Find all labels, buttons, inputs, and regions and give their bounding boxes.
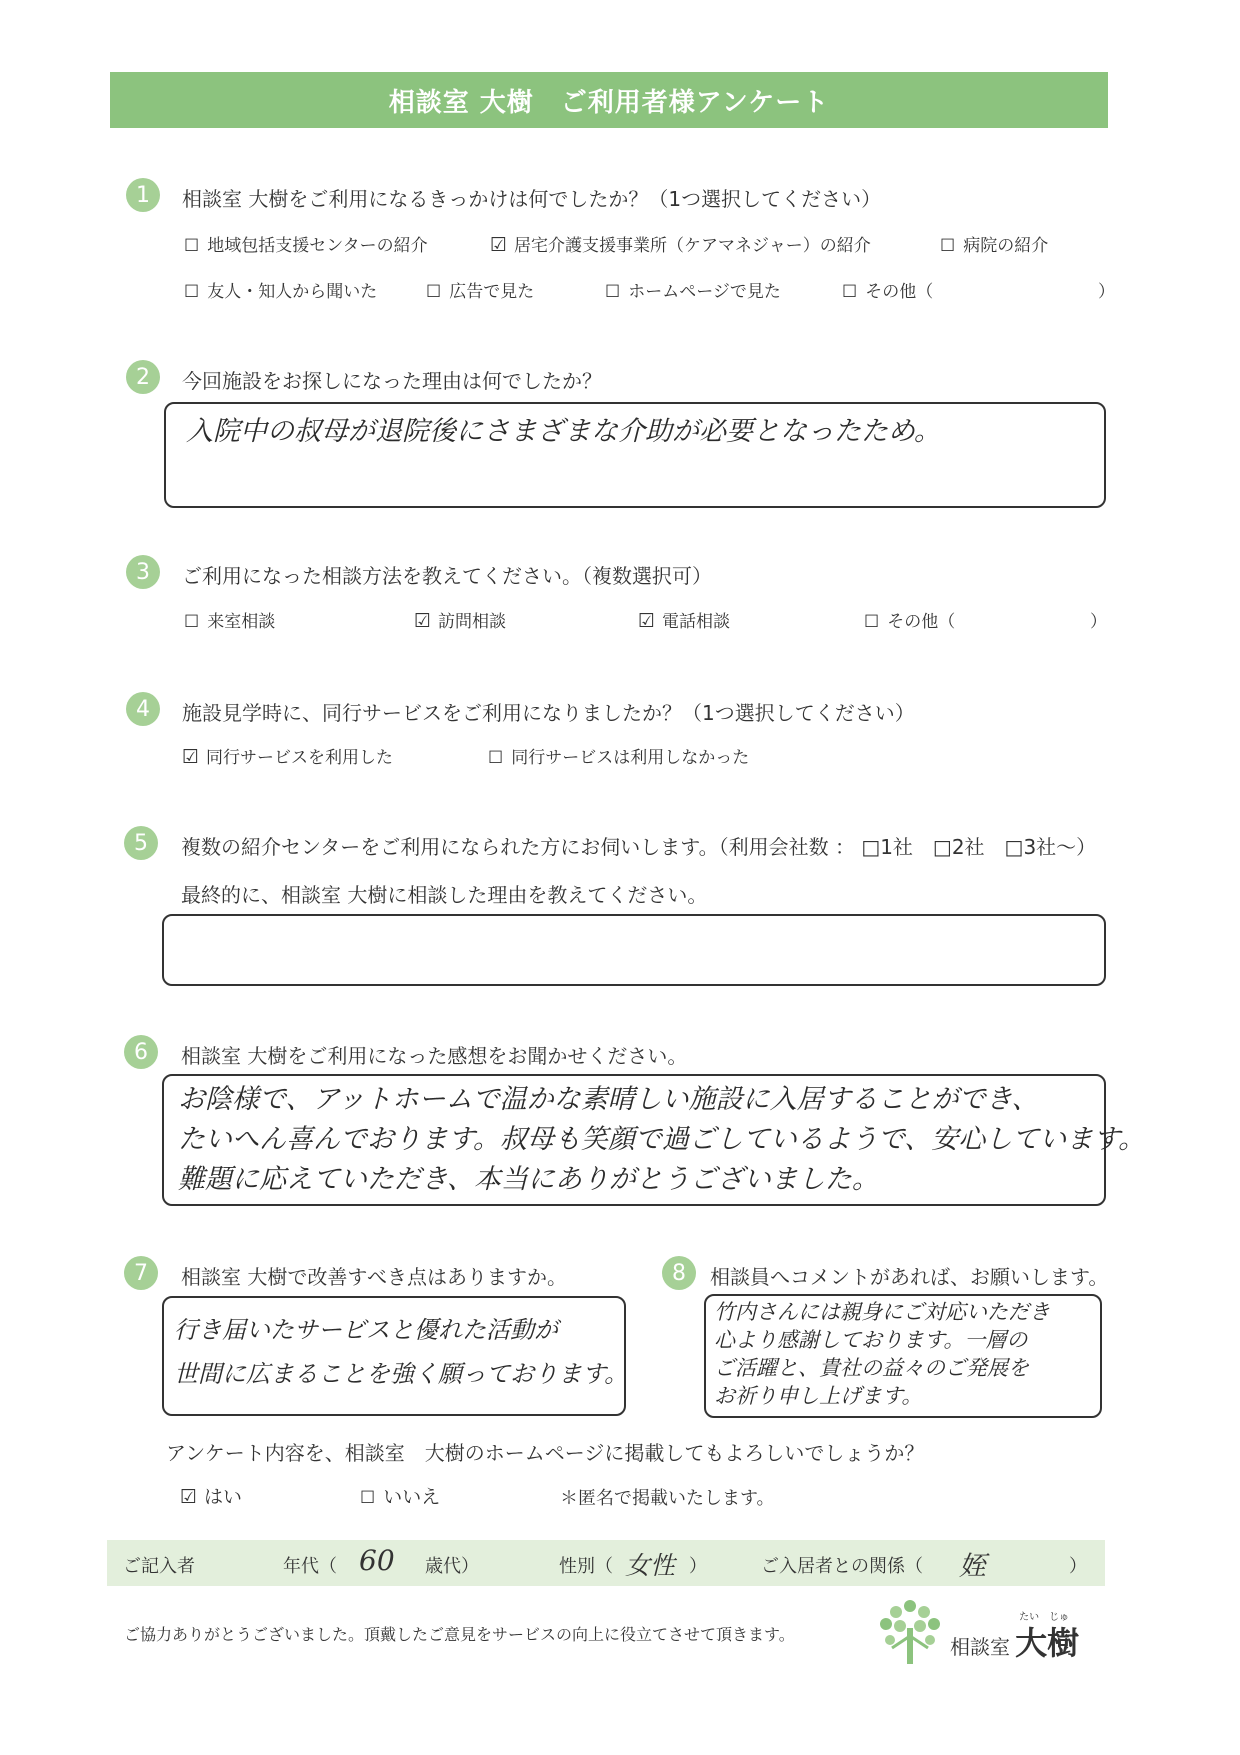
- tree-logo-icon: [876, 1596, 944, 1666]
- publish-question: アンケート内容を、相談室 大樹のホームページに掲載してもよろしいでしょうか？: [166, 1441, 925, 1465]
- option-label: その他（: [887, 612, 956, 632]
- checkbox-icon[interactable]: ☐: [184, 612, 200, 632]
- logo-ruby: たい じゅ: [1019, 1612, 1070, 1623]
- q8-answer-line-2: 心より感謝しております。一層の: [714, 1328, 1028, 1352]
- question-number-4: 4: [126, 692, 160, 726]
- checkbox-icon[interactable]: ☐: [360, 1488, 376, 1508]
- q6-answer-line-3: 難題に応えていただき、本当にありがとうございました。: [178, 1164, 879, 1195]
- question-3-text: ご利用になった相談方法を教えてください。（複数選択可）: [182, 564, 712, 588]
- question-number-7: 7: [124, 1256, 158, 1290]
- option-label: 居宅介護支援事業所（ケアマネジャー）の紹介: [514, 236, 871, 256]
- q4-option-not-used[interactable]: [488, 743, 749, 768]
- option-label: 地域包括支援センターの紹介: [207, 236, 428, 256]
- age-label: 年代（: [283, 1556, 337, 1577]
- question-4-text: 施設見学時に、同行サービスをご利用になりましたか？（1つ選択してください）: [182, 701, 915, 725]
- q3-option-phone[interactable]: [638, 607, 730, 632]
- option-label: 広告で見た: [449, 282, 535, 302]
- q1-option-homepage[interactable]: [605, 277, 781, 302]
- question-number-1: 1: [126, 178, 160, 212]
- age-value[interactable]: 60: [359, 1544, 395, 1577]
- q8-answer-box[interactable]: [704, 1294, 1102, 1418]
- q7-answer-line-1: 行き届いたサービスと優れた活動が: [174, 1316, 558, 1344]
- question-number-8: 8: [662, 1256, 696, 1290]
- q6-answer-line-2: たいへん喜んでおります。叔母も笑顔で過ごしているようで、安心しています。: [178, 1124, 1146, 1155]
- gender-value[interactable]: 女性: [625, 1551, 676, 1580]
- publish-yes-option[interactable]: [180, 1482, 242, 1509]
- q7-answer-line-2: 世間に広まることを強く願っております。: [174, 1360, 629, 1388]
- option-label: 同行サービスを利用した: [206, 748, 394, 768]
- q1-option-friend[interactable]: [184, 277, 377, 302]
- option-label: 友人・知人から聞いた: [207, 282, 378, 302]
- option-label: はい: [204, 1486, 243, 1508]
- option-label: 来室相談: [207, 612, 276, 632]
- option-label: 訪問相談: [438, 612, 507, 632]
- age-suffix: 歳代）: [425, 1556, 479, 1577]
- survey-title: 相談室 大樹 ご利用者様アンケート: [110, 72, 1108, 128]
- logo-name-wrap: [1015, 1612, 1080, 1664]
- option-label: 電話相談: [662, 612, 731, 632]
- option-label: ホームページで見た: [628, 282, 781, 302]
- question-7-text: 相談室 大樹で改善すべき点はありますか。: [181, 1265, 567, 1289]
- q1-option-hospital[interactable]: [940, 231, 1048, 256]
- checkbox-icon[interactable]: ☐: [605, 282, 621, 302]
- logo-text: [950, 1612, 1080, 1664]
- q3-option-other[interactable]: [864, 607, 955, 632]
- checkbox-icon[interactable]: ☐: [842, 282, 858, 302]
- checkbox-icon[interactable]: ☐: [488, 748, 504, 768]
- q4-option-used[interactable]: [182, 743, 393, 768]
- q1-option-other[interactable]: [842, 277, 933, 302]
- question-number-2: 2: [126, 360, 160, 394]
- checked-box-icon[interactable]: ☑: [638, 610, 656, 632]
- gender-label: 性別（: [559, 1556, 613, 1577]
- q1-option-ad[interactable]: [426, 277, 534, 302]
- gender-close: ）: [689, 1556, 707, 1577]
- respondent-band: [107, 1540, 1105, 1586]
- question-6-text: 相談室 大樹をご利用になった感想をお聞かせください。: [181, 1044, 688, 1068]
- q7-answer-box[interactable]: [162, 1296, 629, 1416]
- q3-other-close: ）: [1090, 612, 1107, 632]
- question-2-text: 今回施設をお探しになった理由は何でしたか？: [182, 369, 602, 393]
- question-5-text: 複数の紹介センターをご利用になられた方にお伺いします。（利用会社数 ： □1社 □2社 □3社～）: [181, 835, 1097, 859]
- publish-no-option[interactable]: [360, 1482, 440, 1509]
- checkbox-icon[interactable]: ☐: [426, 282, 442, 302]
- q2-answer-box[interactable]: [164, 402, 1106, 508]
- relation-close: ）: [1069, 1556, 1087, 1577]
- option-label: その他（: [865, 282, 934, 302]
- anonymous-note: ＊匿名で掲載いたします。: [560, 1488, 775, 1509]
- q5-answer-box[interactable]: [162, 914, 1106, 986]
- respondent-label: ご記入者: [123, 1556, 195, 1577]
- option-label: 同行サービスは利用しなかった: [511, 748, 750, 768]
- logo-prefix: 相談室: [950, 1635, 1010, 1659]
- checkbox-icon[interactable]: ☐: [184, 282, 200, 302]
- question-5-subtext: 最終的に、相談室 大樹に相談した理由を教えてください。: [181, 883, 708, 907]
- relation-value[interactable]: 姪: [959, 1551, 986, 1582]
- q1-option-care-manager[interactable]: [490, 231, 871, 256]
- q3-option-visit-office[interactable]: [184, 607, 275, 632]
- question-number-6: 6: [124, 1035, 158, 1069]
- q6-answer-line-1: お陰様で、アットホームで温かな素晴しい施設に入居することができ、: [178, 1084, 1039, 1115]
- checked-box-icon[interactable]: ☑: [490, 234, 508, 256]
- q8-answer-line-3: ご活躍と、貴社の益々のご発展を: [714, 1356, 1029, 1380]
- option-label: 病院の紹介: [963, 236, 1049, 256]
- checkbox-icon[interactable]: ☐: [864, 612, 880, 632]
- closing-message: ご協力ありがとうございました。頂戴したご意見をサービスの向上に役立てさせて頂きます。: [124, 1625, 795, 1644]
- question-8-text: 相談員へコメントがあれば、お願いします。: [710, 1265, 1109, 1289]
- q1-option-community-center[interactable]: [184, 231, 428, 256]
- q8-answer-line-1: 竹内さんには親身にご対応いただき: [714, 1300, 1050, 1324]
- q2-answer: 入院中の叔母が退院後にさまざまな介助が必要となったため。: [186, 416, 941, 447]
- q8-answer-line-4: お祈り申し上げます。: [714, 1384, 923, 1408]
- q1-other-close: ）: [1098, 282, 1115, 302]
- q6-answer-box[interactable]: [162, 1074, 1146, 1206]
- checked-box-icon[interactable]: ☑: [180, 1486, 198, 1508]
- checkbox-icon[interactable]: ☐: [940, 236, 956, 256]
- logo-name: 大樹: [1015, 1624, 1080, 1662]
- checked-box-icon[interactable]: ☑: [414, 610, 432, 632]
- checkbox-icon[interactable]: ☐: [184, 236, 200, 256]
- relation-label: ご入居者との関係（: [761, 1556, 923, 1577]
- question-number-5: 5: [124, 826, 158, 860]
- checked-box-icon[interactable]: ☑: [182, 746, 200, 768]
- q3-option-home-visit[interactable]: [414, 607, 506, 632]
- question-1-text: 相談室 大樹をご利用になるきっかけは何でしたか？（1つ選択してください）: [182, 187, 882, 211]
- option-label: いいえ: [383, 1486, 441, 1508]
- question-number-3: 3: [126, 555, 160, 589]
